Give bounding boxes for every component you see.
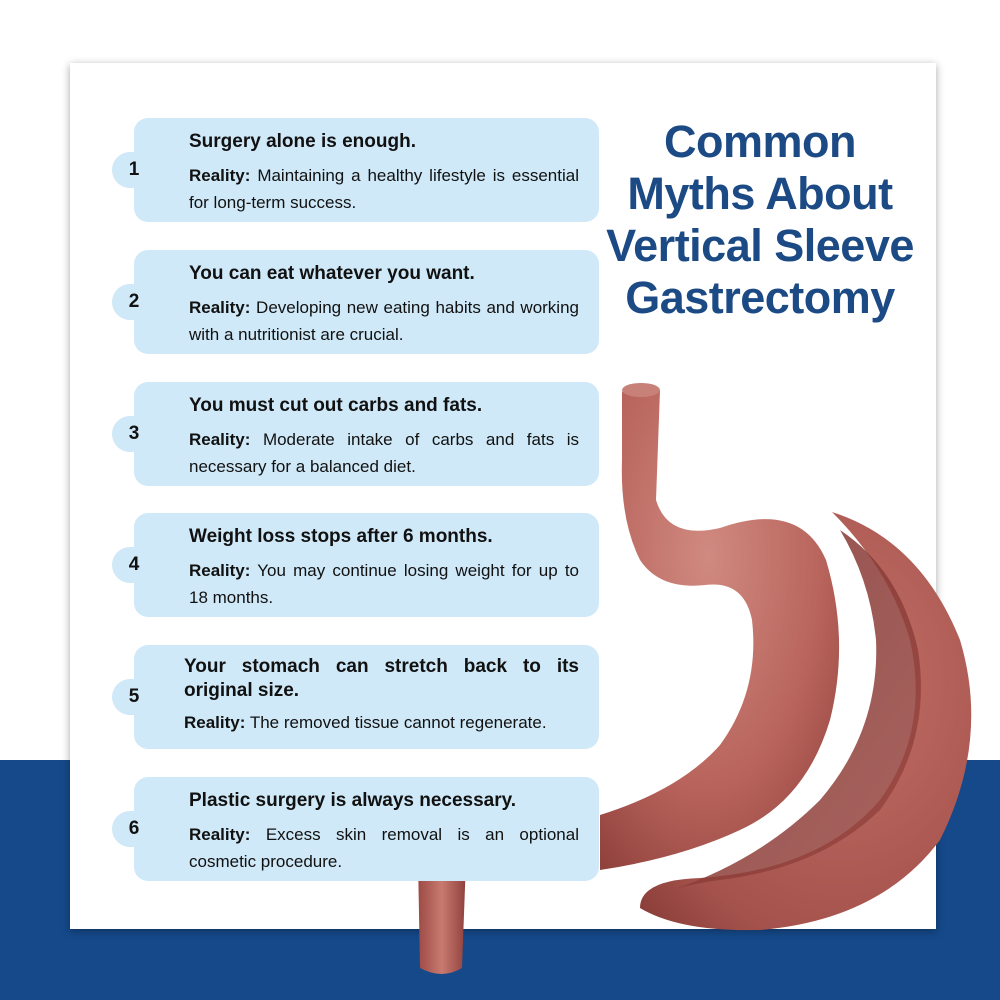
myth-statement: Weight loss stops after 6 months. (189, 526, 493, 547)
myth-card-6 (128, 777, 599, 881)
myth-statement: Plastic surgery is always necessary. (189, 790, 517, 811)
reality-text: Excess skin removal is an optional cosmetic procedure. (189, 825, 579, 871)
reality-label: Reality: (189, 430, 251, 449)
myth-number-badge: 4 (112, 547, 156, 583)
reality-text: Maintaining a healthy lifestyle is essential for long-term success. (189, 166, 579, 212)
myth-card-3 (128, 382, 599, 486)
myth-statement: You must cut out carbs and fats. (189, 395, 483, 416)
reality-label: Reality: (189, 825, 251, 844)
myth-number-badge: 1 (112, 152, 156, 188)
reality-label: Reality: (184, 713, 246, 732)
myth-card-5 (128, 645, 599, 749)
myth-statement: Your stomach can stretch back to its original size. (184, 656, 579, 701)
myth-number-badge: 5 (112, 679, 156, 715)
reality-text: Moderate intake of carbs and fats is necessary for a balanced diet. (189, 430, 579, 476)
reality-text: You may continue losing weight for up to 18 months. (189, 561, 579, 607)
page-title: Common Myths About Vertical Sleeve Gastrectomy (606, 116, 914, 323)
myth-number-badge: 2 (112, 284, 156, 320)
myth-card-4 (128, 513, 599, 617)
myth-card-1 (128, 118, 599, 222)
reality-label: Reality: (189, 298, 251, 317)
myth-statement: You can eat whatever you want. (189, 263, 475, 284)
myth-card-2 (128, 250, 599, 354)
reality-text: Developing new eating habits and working with a nutritionist are crucial. (189, 298, 579, 344)
myth-statement: Surgery alone is enough. (189, 131, 416, 152)
myth-number-badge: 3 (112, 416, 156, 452)
reality-label: Reality: (189, 166, 251, 185)
reality-label: Reality: (189, 561, 251, 580)
myth-number-badge: 6 (112, 811, 156, 847)
reality-text: The removed tissue cannot regenerate. (249, 713, 547, 732)
